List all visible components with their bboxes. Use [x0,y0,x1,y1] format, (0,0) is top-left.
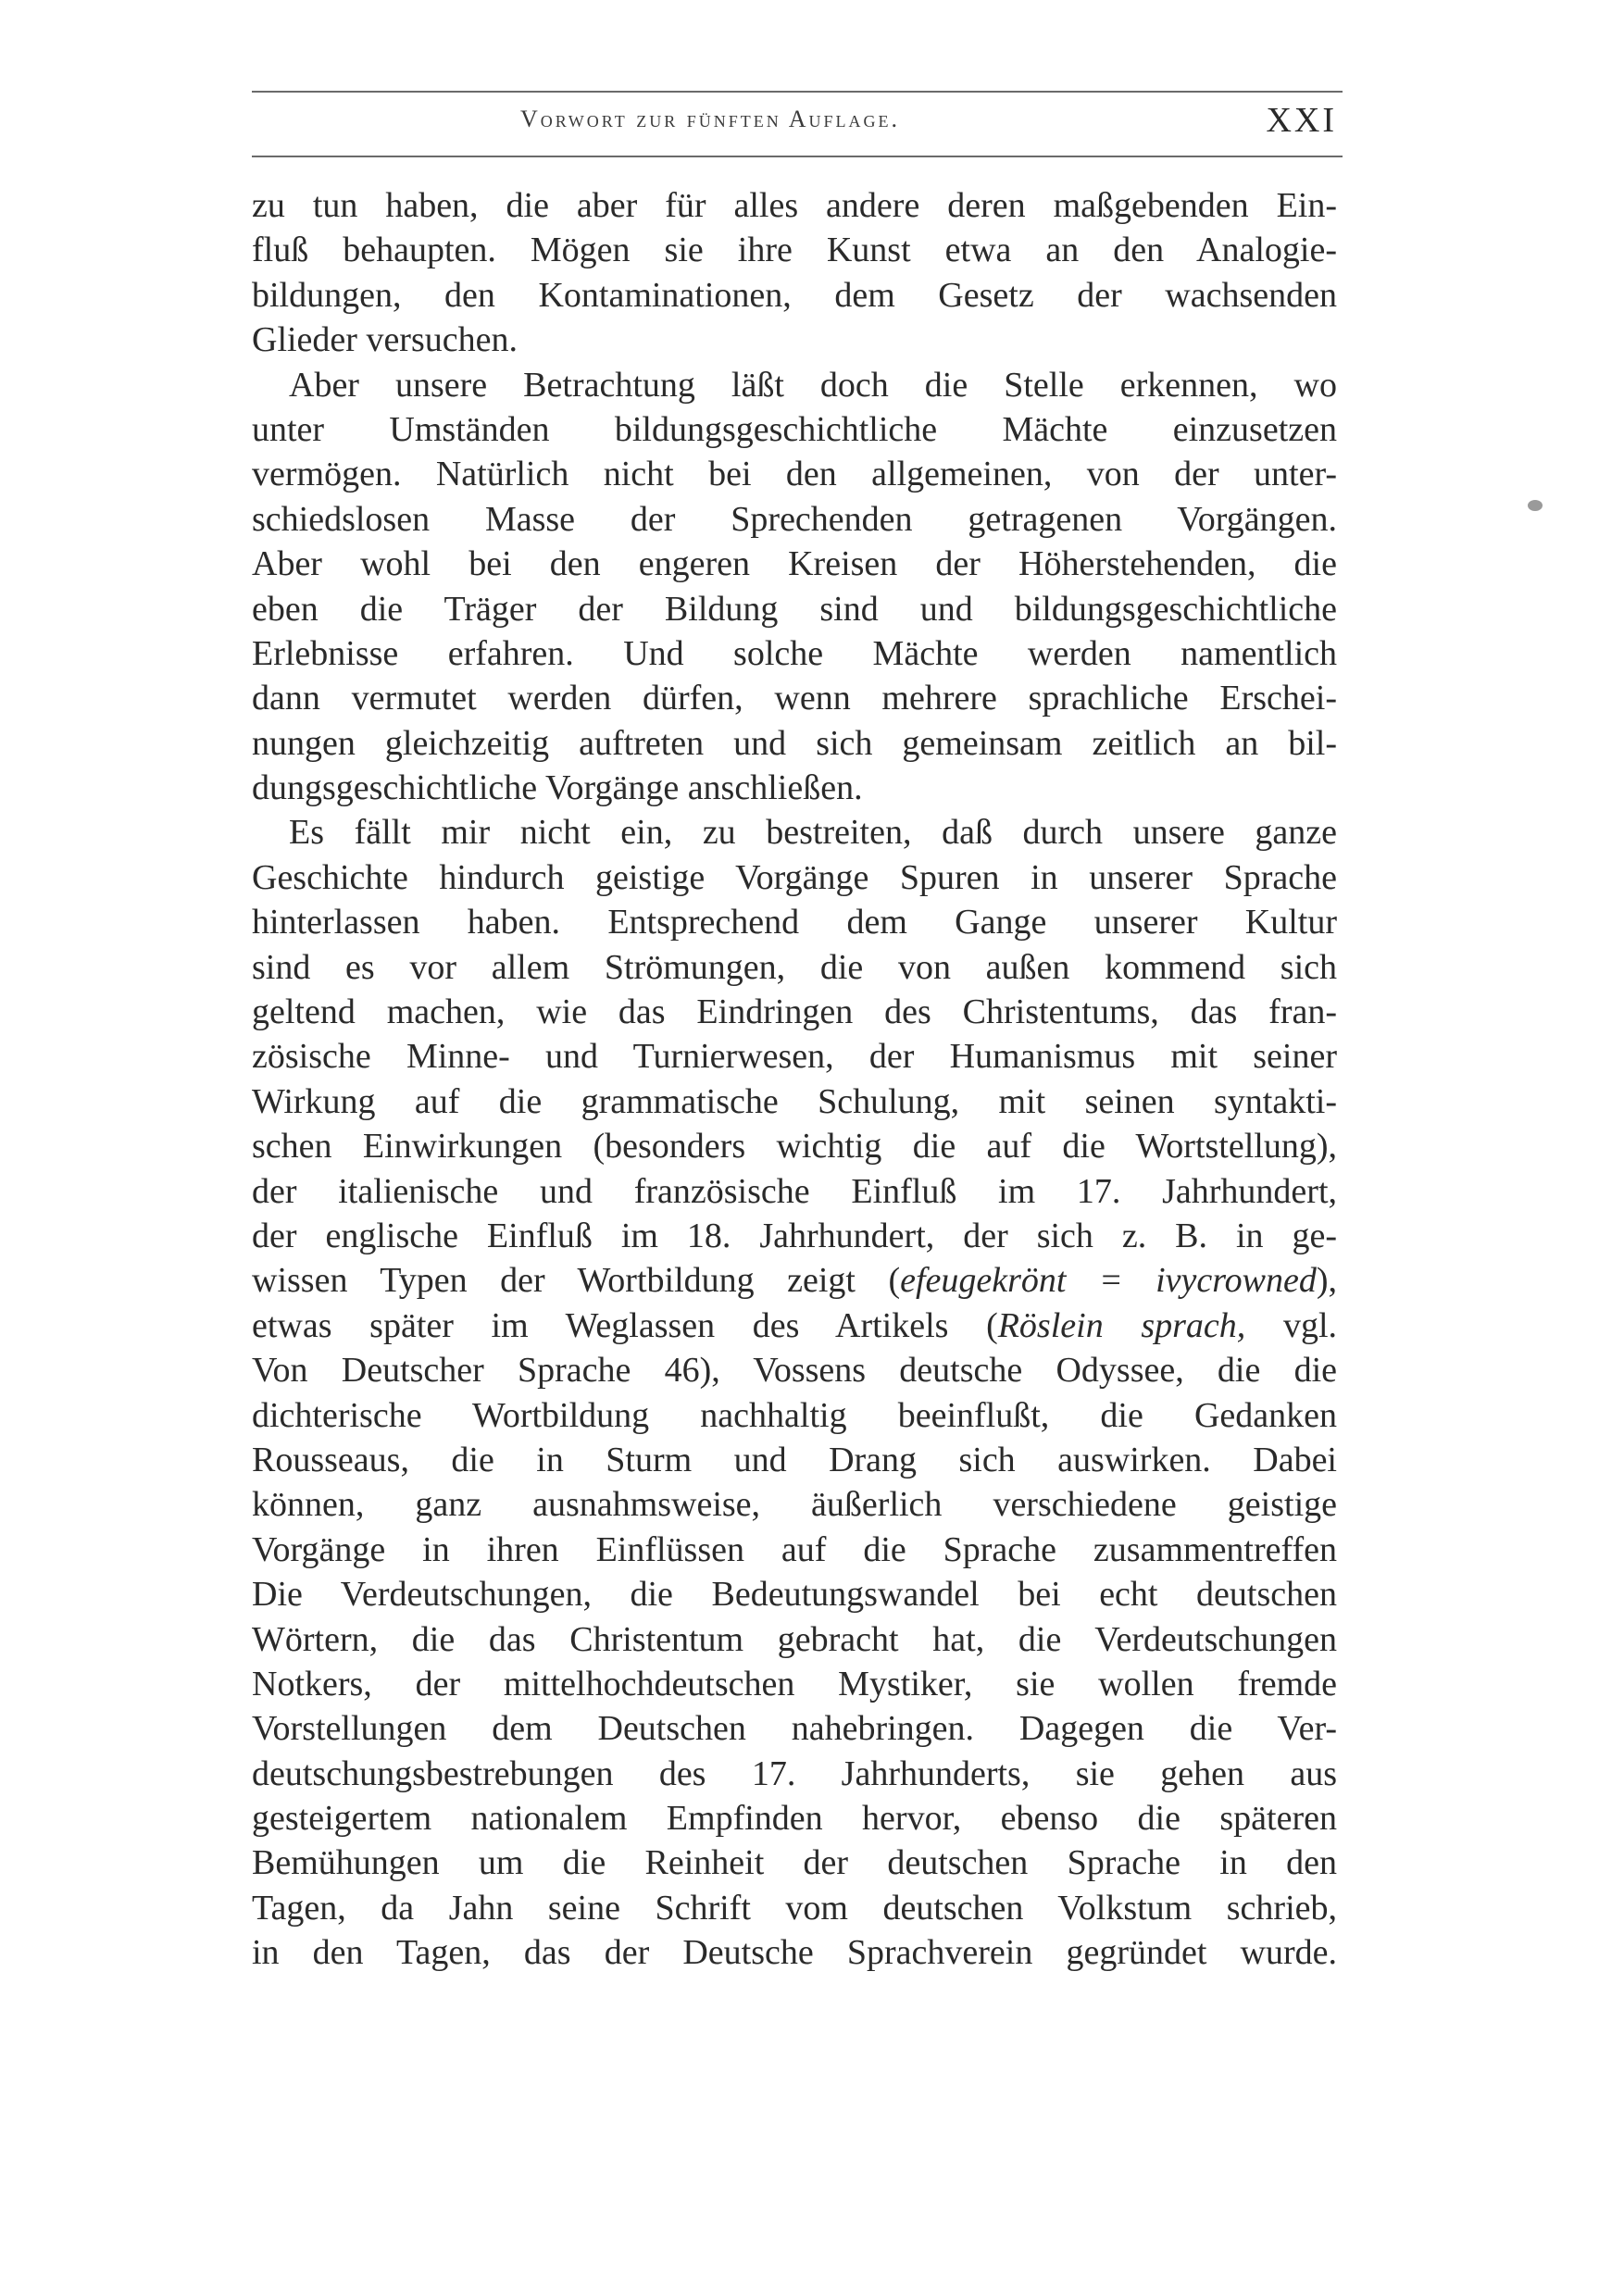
text-line: unter Umständen bildungsgeschichtliche Mächte einzusetzen [252,409,1337,449]
text-line: Rousseaus, die in Sturm und Drang sich auswirken. Dabei [252,1440,1337,1479]
text-line: Die Verdeutschungen, die Bedeutungswandel bei echt deutschen [252,1575,1337,1615]
text-line-mixed [252,1258,1337,1303]
text-line: Glieder versuchen. [252,320,518,360]
header-rule-top [252,91,1343,93]
text-line-mixed [252,1304,1337,1348]
text-line: Erlebnisse erfahren. Und solche Mächte werden namentlich [252,633,1337,673]
text-line: bildungen, den Kontaminationen, dem Gesetz der wachsenden [252,275,1337,315]
text-segment: etwas später im Weglassen des Artikels ( [252,1305,998,1345]
text-line: Es fällt mir nicht ein, zu bestreiten, daß durch unsere ganze [289,813,1337,853]
text-segment: vgl. [1245,1305,1337,1345]
text-line: fluß behaupten. Mögen sie ihre Kunst etwa an den Analogie- [252,231,1337,270]
text-line: Bemühungen um die Reinheit der deutschen Sprache in den [252,1843,1337,1883]
italic-example: efeugekrönt = ivycrowned [900,1261,1317,1301]
text-line: Wirkung auf die grammatische Schulung, mit seinen syntakti- [252,1081,1337,1121]
paper-speck [1528,500,1543,511]
text-line: vermögen. Natürlich nicht bei den allgemeinen, von der unter- [252,455,1337,494]
italic-example: Röslein sprach, [997,1305,1246,1345]
text-line: in den Tagen, das der Deutsche Sprachverein gegründet wurde. [252,1933,1337,1973]
text-line: zu tun haben, die aber für alles andere deren maßgebenden Ein- [252,186,1337,225]
text-line: dichterische Wortbildung nachhaltig beeinflußt, die Gedanken [252,1395,1337,1435]
text-line: dann vermutet werden dürfen, wenn mehrere sprachliche Erschei- [252,679,1337,718]
text-line: Notkers, der mittelhochdeutschen Mystiker, sie wollen fremde [252,1664,1337,1703]
body-text [252,183,1337,1976]
text-line: schen Einwirkungen (besonders wichtig die auf die Wortstellung), [252,1127,1337,1167]
text-line: Wörtern, die das Christentum gebracht hat, die Verdeutschungen [252,1619,1337,1659]
text-line: Aber wohl bei den engeren Kreisen der Höherstehenden, die [252,544,1337,584]
text-line: Geschichte hindurch geistige Vorgänge Spuren in unserer Sprache [252,857,1337,897]
header-rule-bottom [252,156,1343,157]
text-line: Tagen, da Jahn seine Schrift vom deutschen Volkstum schrieb, [252,1888,1337,1928]
text-segment: ), [1316,1261,1337,1301]
text-line: schiedslosen Masse der Sprechenden getragenen Vorgängen. [252,499,1337,539]
text-line: Aber unsere Betrachtung läßt doch die Stelle erkennen, wo [289,365,1337,405]
text-line: können, ganz ausnahmsweise, äußerlich verschiedene geistige [252,1485,1337,1525]
running-title: Vorwort zur fünften Auflage. [520,106,901,132]
text-line: nungen gleichzeitig auftreten und sich gemeinsam zeitlich an bil- [252,723,1337,763]
text-line: dungsgeschichtliche Vorgänge anschließen. [252,768,863,808]
text-line: zösische Minne- und Turnierwesen, der Humanismus mit seiner [252,1037,1337,1077]
text-line: hinterlassen haben. Entsprechend dem Gange unserer Kultur [252,903,1337,942]
running-head [252,100,1343,146]
text-line: Vorstellungen dem Deutschen nahebringen. Dagegen die Ver- [252,1709,1337,1749]
text-line: Vorgänge in ihren Einflüssen auf die Sprache zusammentreffen [252,1529,1337,1569]
text-line: sind es vor allem Strömungen, die von außen kommend sich [252,947,1337,987]
text-line: Von Deutscher Sprache 46), Vossens deutsche Odyssee, die die [252,1351,1337,1391]
text-line: eben die Träger der Bildung sind und bildungsgeschichtliche [252,589,1337,629]
page-number: XXI [1266,101,1337,140]
text-line: der italienische und französische Einfluß im 17. Jahrhundert, [252,1171,1337,1211]
text-segment: wissen Typen der Wortbildung zeigt ( [252,1261,901,1301]
text-line: geltend machen, wie das Eindringen des Christentums, das fran- [252,992,1337,1032]
text-line: gesteigertem nationalem Empfinden hervor, ebenso die späteren [252,1799,1337,1839]
text-line: der englische Einfluß im 18. Jahrhundert, der sich z. B. in ge- [252,1216,1337,1255]
text-line: deutschungsbestrebungen des 17. Jahrhunderts, sie gehen aus [252,1753,1337,1793]
